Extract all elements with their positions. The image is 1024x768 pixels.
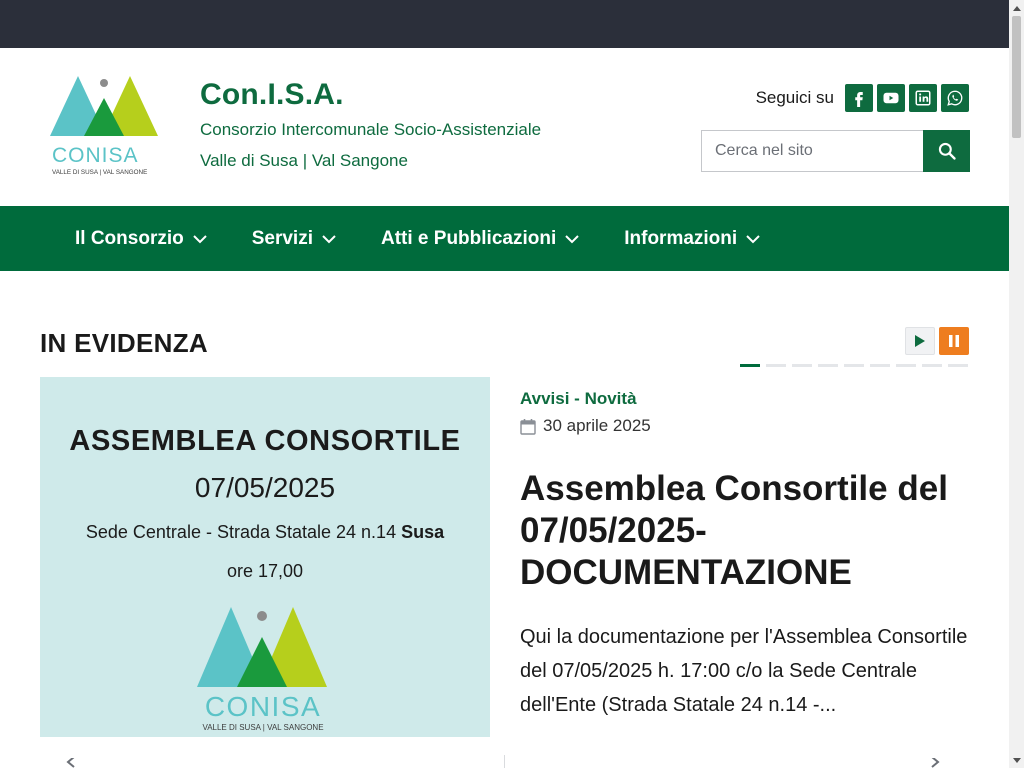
article-category-link[interactable]: Avvisi - Novità bbox=[520, 389, 637, 408]
featured-image[interactable] bbox=[40, 377, 490, 737]
nav-item-informazioni[interactable] bbox=[624, 228, 761, 250]
image-logo-tagline: VALLE DI SUSA | VAL SANGONE bbox=[202, 723, 324, 732]
site-title[interactable]: Con.I.S.A. bbox=[200, 78, 344, 111]
section-title: IN EVIDENZA bbox=[40, 328, 208, 358]
conisa-logo-image bbox=[195, 605, 331, 733]
carousel-dot-7[interactable] bbox=[896, 364, 916, 367]
facebook-icon[interactable] bbox=[845, 84, 873, 112]
calendar-icon bbox=[520, 418, 536, 435]
nav-item-label: Informazioni bbox=[624, 227, 738, 249]
page-scrollbar[interactable] bbox=[1009, 0, 1024, 768]
carousel-dot-2[interactable] bbox=[766, 364, 786, 367]
carousel-prev-icon[interactable] bbox=[62, 758, 78, 768]
search-input[interactable] bbox=[701, 130, 923, 172]
article-date bbox=[520, 416, 651, 436]
logo-text: CONISA bbox=[52, 144, 139, 167]
whatsapp-icon[interactable] bbox=[941, 84, 969, 112]
article-date-text: 30 aprile 2025 bbox=[543, 416, 651, 435]
youtube-icon[interactable] bbox=[877, 84, 905, 112]
divider bbox=[504, 755, 505, 768]
carousel-pagination bbox=[740, 364, 974, 367]
carousel-next-icon[interactable] bbox=[928, 758, 944, 768]
pause-icon bbox=[948, 334, 960, 348]
chevron-down-icon bbox=[321, 231, 337, 247]
site-subtitle-region: Valle di Susa | Val Sangone bbox=[200, 151, 408, 170]
nav-item-label: Il Consorzio bbox=[75, 227, 184, 249]
carousel-play-button[interactable] bbox=[905, 327, 935, 355]
nav-item-label: Atti e Pubblicazioni bbox=[381, 227, 557, 249]
linkedin-icon[interactable] bbox=[909, 84, 937, 112]
main-nav bbox=[0, 206, 1009, 271]
scrollbar-thumb[interactable] bbox=[1012, 16, 1021, 138]
carousel-dot-5[interactable] bbox=[844, 364, 864, 367]
nav-item-atti-e-pubblicazioni[interactable] bbox=[381, 228, 580, 250]
carousel-dot-4[interactable] bbox=[818, 364, 838, 367]
site-subtitle: Consorzio Intercomunale Socio-Assistenziale bbox=[200, 120, 542, 139]
search-button[interactable] bbox=[923, 130, 970, 172]
carousel-dot-8[interactable] bbox=[922, 364, 942, 367]
image-heading: ASSEMBLEA CONSORTILE bbox=[69, 425, 461, 457]
chevron-down-icon bbox=[564, 231, 580, 247]
search-form bbox=[701, 130, 970, 172]
carousel-dot-3[interactable] bbox=[792, 364, 812, 367]
image-logo-text: CONISA bbox=[204, 691, 322, 722]
image-location-text: Sede Centrale - Strada Statale 24 n.14 bbox=[85, 522, 402, 542]
chevron-down-icon bbox=[745, 231, 761, 247]
conisa-logo[interactable] bbox=[50, 74, 160, 179]
image-location-city: Susa bbox=[401, 522, 445, 542]
image-location bbox=[40, 522, 490, 543]
article-title[interactable]: Assemblea Consortile del 07/05/2025- DOCUMENTAZIONE bbox=[520, 469, 948, 592]
play-icon bbox=[914, 334, 926, 348]
logo-tagline: VALLE DI SUSA | VAL SANGONE bbox=[52, 169, 148, 176]
scroll-down-icon[interactable] bbox=[1009, 753, 1024, 768]
social-label: Seguici su bbox=[755, 88, 834, 107]
nav-item-label: Servizi bbox=[251, 227, 313, 249]
carousel-pause-button[interactable] bbox=[939, 327, 969, 355]
top-bar bbox=[0, 0, 1009, 48]
carousel-dot-6[interactable] bbox=[870, 364, 890, 367]
chevron-down-icon bbox=[192, 231, 208, 247]
nav-item-servizi[interactable] bbox=[252, 228, 337, 250]
search-icon bbox=[937, 141, 957, 161]
article-excerpt: Qui la documentazione per l'Assemblea Consortile del 07/05/2025 h. 17:00 c/o la Sede Centrale dell'Ente (Strada Statale 24 n.14 -... bbox=[520, 626, 968, 716]
carousel-dot-1[interactable] bbox=[740, 364, 760, 367]
social-links bbox=[756, 84, 969, 112]
site-header bbox=[0, 48, 1009, 206]
nav-item-il-consorzio[interactable] bbox=[75, 228, 208, 250]
image-date: 07/05/2025 bbox=[194, 472, 336, 503]
scroll-up-icon[interactable] bbox=[1009, 0, 1024, 15]
image-time: ore 17,00 bbox=[226, 561, 304, 581]
carousel-dot-9[interactable] bbox=[948, 364, 968, 367]
